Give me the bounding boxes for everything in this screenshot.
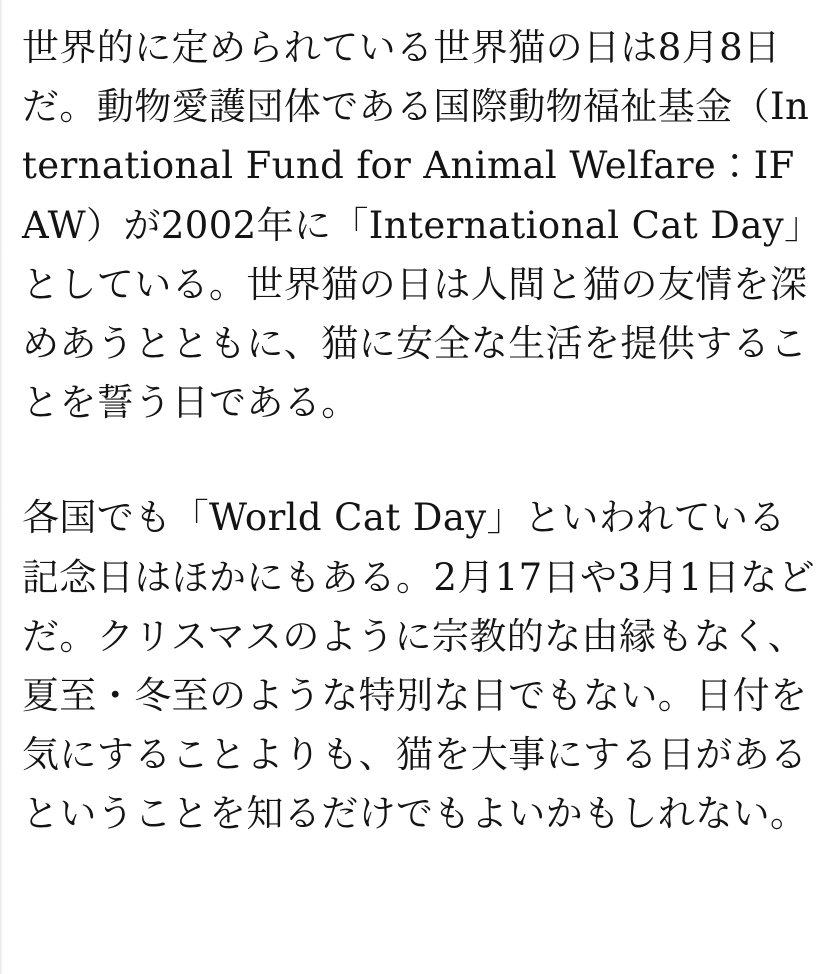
article-body xyxy=(22,18,818,843)
paragraph-1: 世界的に定められている世界猫の日は8月8日だ。動物愛護団体である国際動物福祉基金（International Fund for Animal Welfare：IFAW）が2002年に「International Cat Day」としている。世界猫の日は人間と猫の友情を深めあうとともに、猫に安全な生活を提供することを誓う日である。 xyxy=(22,26,810,425)
paragraph-2: 各国でも「World Cat Day」といわれている記念日はほかにもある。2月17日や3月1日などだ。クリスマスのように宗教的な由縁もなく、夏至・冬至のような特別な日でもない。日付を気にすることよりも、猫を大事にする日があるということを知るだけでもよいかもしれない。 xyxy=(22,496,815,836)
page-left-edge-shading xyxy=(0,0,3,974)
